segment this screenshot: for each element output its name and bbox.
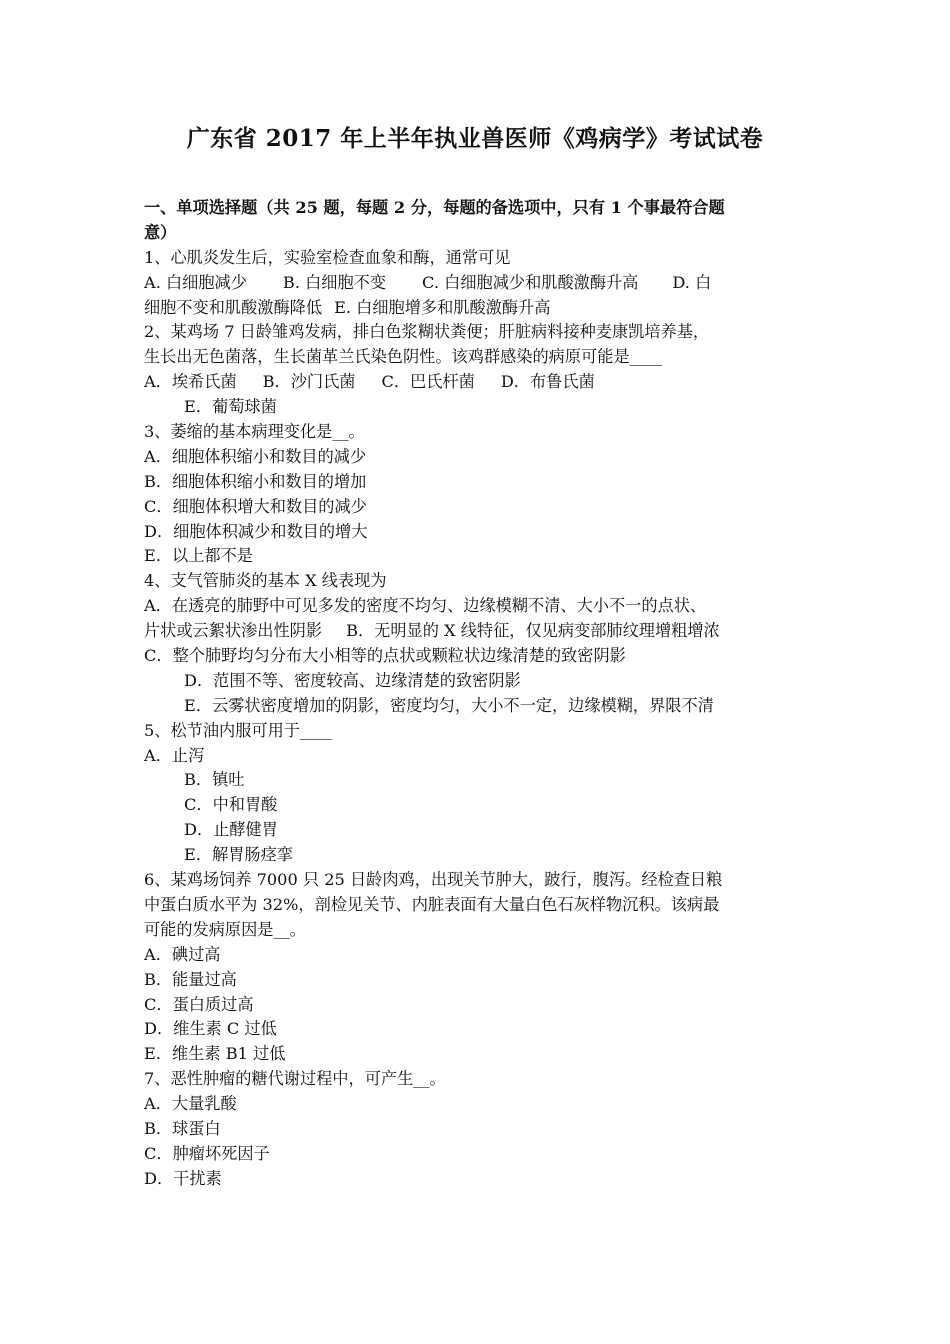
q4-option-b: B．无明显的 X 线特征，仅见病变部肺纹理增粗增浓 bbox=[346, 621, 720, 641]
q2-option-e: E．葡萄球菌 bbox=[184, 397, 277, 417]
q7-option-a: A．大量乳酸 bbox=[144, 1094, 237, 1114]
question-4-options-row bbox=[144, 619, 809, 644]
q5-option-b: B．镇吐 bbox=[184, 770, 245, 790]
q7-option-c: C．肿瘤坏死因子 bbox=[144, 1143, 270, 1163]
question-2-stem-continued: 生长出无色菌落，生长菌革兰氏染色阴性。该鸡群感染的病原可能是____ bbox=[144, 347, 662, 367]
q5-option-e: E．解胃肠痉挛 bbox=[184, 845, 293, 865]
q6-option-d: D．维生素 C 过低 bbox=[144, 1019, 277, 1039]
q6-option-b: B．能量过高 bbox=[144, 969, 237, 989]
question-7-stem: 7、恶性肿瘤的糖代谢过程中，可产生__。 bbox=[144, 1069, 446, 1089]
page-title: 广东省 2017 年上半年执业兽医师《鸡病学》考试试卷 bbox=[186, 125, 764, 152]
q2-option-c: C．巴氏杆菌 bbox=[381, 372, 475, 392]
question-6-stem: 6、某鸡场饲养 7000 只 25 日龄肉鸡，出现关节肿大，跛行，腹泻。经检查日粮 bbox=[144, 870, 723, 890]
q5-option-d: D．止酵健胃 bbox=[184, 820, 278, 840]
q6-option-a: A．碘过高 bbox=[144, 944, 221, 964]
question-6-stem-continued-2: 可能的发病原因是__。 bbox=[144, 919, 306, 939]
q4-option-d: D．范围不等、密度较高、边缘清楚的致密阴影 bbox=[184, 670, 521, 690]
q3-option-d: D．细胞体积减少和数目的增大 bbox=[144, 521, 368, 541]
q3-option-b: B．细胞体积缩小和数目的增加 bbox=[144, 471, 367, 491]
q2-option-a: A．埃希氏菌 bbox=[144, 372, 237, 392]
q4-option-e: E．云雾状密度增加的阴影，密度均匀，大小不一定，边缘模糊，界限不清 bbox=[184, 695, 714, 715]
q3-option-e: E．以上都不是 bbox=[144, 546, 253, 566]
q3-option-a: A．细胞体积缩小和数目的减少 bbox=[144, 446, 367, 466]
q6-option-e: E．维生素 B1 过低 bbox=[144, 1044, 286, 1064]
exam-content bbox=[144, 196, 809, 1192]
q1-option-d-continued: 细胞不变和肌酸激酶降低 bbox=[144, 297, 323, 317]
question-1-stem: 1、心肌炎发生后，实验室检查血象和酶，通常可见 bbox=[144, 247, 511, 267]
question-1-options-row bbox=[144, 271, 809, 296]
question-3-stem: 3、萎缩的基本病理变化是__。 bbox=[144, 422, 365, 442]
q5-option-a: A．止泻 bbox=[144, 745, 205, 765]
q7-option-d: D．干扰素 bbox=[144, 1168, 222, 1188]
q2-option-b: B．沙门氏菌 bbox=[262, 372, 356, 392]
q1-option-c: C. 白细胞减少和肌酸激酶升高 bbox=[422, 272, 639, 292]
question-5-stem: 5、松节油内服可用于____ bbox=[144, 720, 333, 740]
q3-option-c: C．细胞体积增大和数目的减少 bbox=[144, 496, 367, 516]
section-heading-continued: 意） bbox=[144, 222, 177, 242]
q1-option-b: B. 白细胞不变 bbox=[282, 272, 387, 292]
question-2-stem: 2、某鸡场 7 日龄雏鸡发病，排白色浆糊状粪便；肝脏病料接种麦康凯培养基， bbox=[144, 322, 710, 342]
question-4-stem: 4、支气管肺炎的基本 X 线表现为 bbox=[144, 571, 387, 591]
q5-option-c: C．中和胃酸 bbox=[184, 795, 278, 815]
q4-option-a: A．在透亮的肺野中可见多发的密度不均匀、边缘模糊不清、大小不一的点状、 bbox=[144, 596, 707, 616]
question-2-options-row bbox=[144, 370, 809, 395]
question-6-stem-continued: 中蛋白质水平为 32%，剖检见关节、内脏表面有大量白色石灰样物沉积。该病最 bbox=[144, 894, 720, 914]
section-heading: 一、单项选择题（共 25 题，每题 2 分，每题的备选项中，只有 1 个事最符合题 bbox=[144, 198, 725, 217]
question-1-options-row-2 bbox=[144, 296, 809, 321]
q4-option-c: C．整个肺野均匀分布大小相等的点状或颗粒状边缘清楚的致密阴影 bbox=[144, 646, 626, 666]
q2-option-d: D．布鲁氏菌 bbox=[500, 372, 595, 392]
q1-option-d: D. 白 bbox=[672, 272, 712, 292]
q1-option-a: A. 白细胞减少 bbox=[144, 272, 247, 292]
q7-option-b: B．球蛋白 bbox=[144, 1118, 221, 1138]
q4-option-a-continued: 片状或云絮状渗出性阴影 bbox=[144, 621, 323, 641]
q6-option-c: C．蛋白质过高 bbox=[144, 994, 254, 1014]
q1-option-e: E. 白细胞增多和肌酸激酶升高 bbox=[334, 297, 551, 317]
